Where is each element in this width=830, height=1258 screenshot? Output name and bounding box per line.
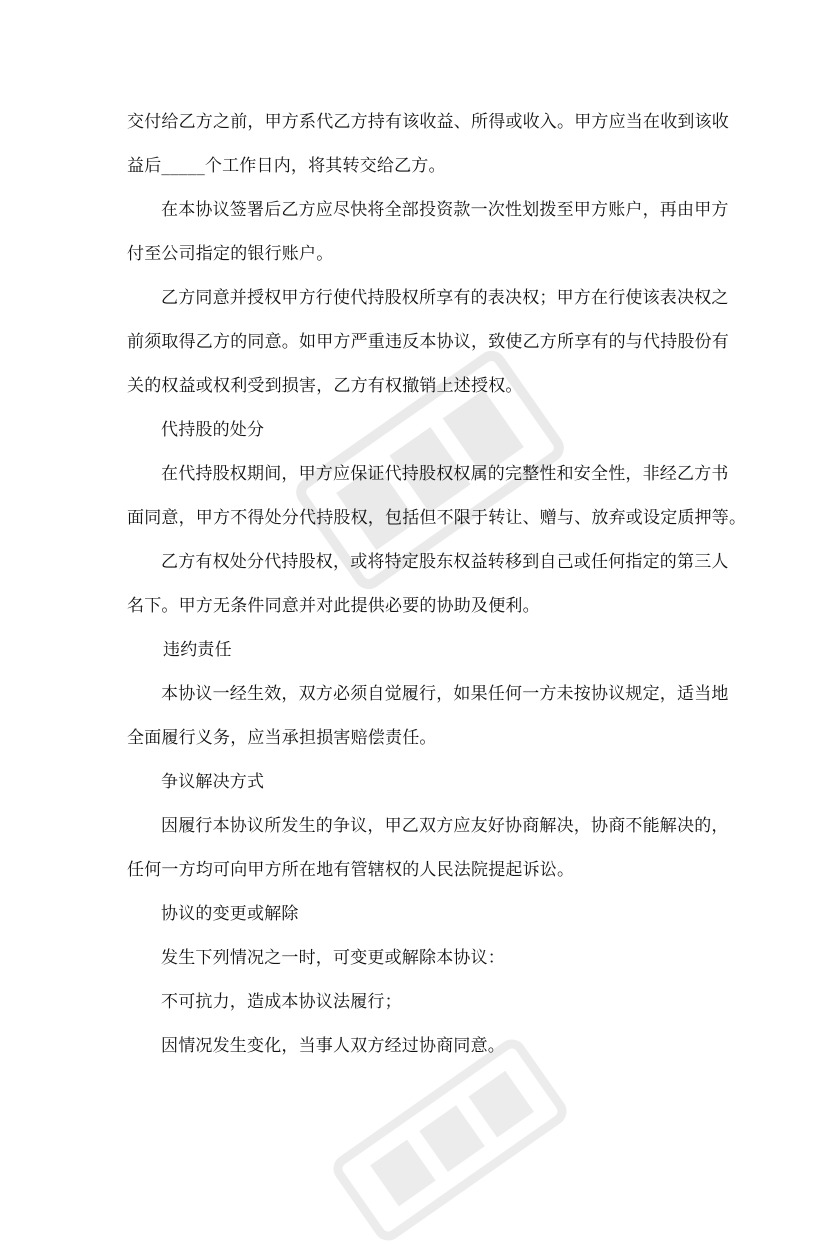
- body-text-line: 在本协议签署后乙方应尽快将全部投资款一次性划拨至甲方账户，再由甲方: [161, 200, 729, 220]
- body-text-line: 本协议一经生效，双方必须自觉履行，如果任何一方未按协议规定，适当地: [161, 684, 729, 704]
- body-text-line: 发生下列情况之一时，可变更或解除本协议：: [161, 948, 505, 968]
- body-text-line: 乙方有权处分代持股权，或将特定股东权益转移到自己或任何指定的第三人: [161, 552, 729, 572]
- section-heading: 违约责任: [163, 640, 232, 660]
- body-text-line: 乙方同意并授权甲方行使代持股权所享有的表决权；甲方在行使该表决权之: [161, 288, 729, 308]
- body-text-line: 名下。甲方无条件同意并对此提供必要的协助及便利。: [127, 596, 540, 616]
- body-text-line: 关的权益或权利受到损害，乙方有权撤销上述授权。: [127, 376, 523, 396]
- body-text-line: 任何一方均可向甲方所在地有管辖权的人民法院提起诉讼。: [127, 860, 575, 880]
- body-text-line: 前须取得乙方的同意。如甲方严重违反本协议，致使乙方所享有的与代持股份有: [127, 332, 729, 352]
- body-text-line: 面同意，甲方不得处分代持股权，包括但不限于转让、赠与、放弃或设定质押等。: [127, 508, 747, 528]
- body-text-line: 交付给乙方之前，甲方系代乙方持有该收益、所得或收入。甲方应当在收到该收: [127, 112, 729, 132]
- body-text-line: 因情况发生变化，当事人双方经过协商同意。: [161, 1036, 505, 1056]
- body-text-line: 益后_____个工作日内，将其转交给乙方。: [127, 156, 446, 176]
- body-text-line: 因履行本协议所发生的争议，甲乙双方应友好协商解决，协商不能解决的，: [161, 816, 729, 836]
- body-text-line: 在代持股权期间，甲方应保证代持股权权属的完整性和安全性，非经乙方书: [161, 464, 729, 484]
- section-heading: 协议的变更或解除: [161, 904, 299, 924]
- section-heading: 代持股的处分: [161, 420, 265, 440]
- body-text-line: 全面履行义务，应当承担损害赔偿责任。: [127, 728, 437, 748]
- section-heading: 争议解决方式: [161, 772, 265, 792]
- body-text-line: 付至公司指定的银行账户。: [127, 244, 334, 264]
- body-text-line: 不可抗力，造成本协议法履行；: [161, 992, 402, 1012]
